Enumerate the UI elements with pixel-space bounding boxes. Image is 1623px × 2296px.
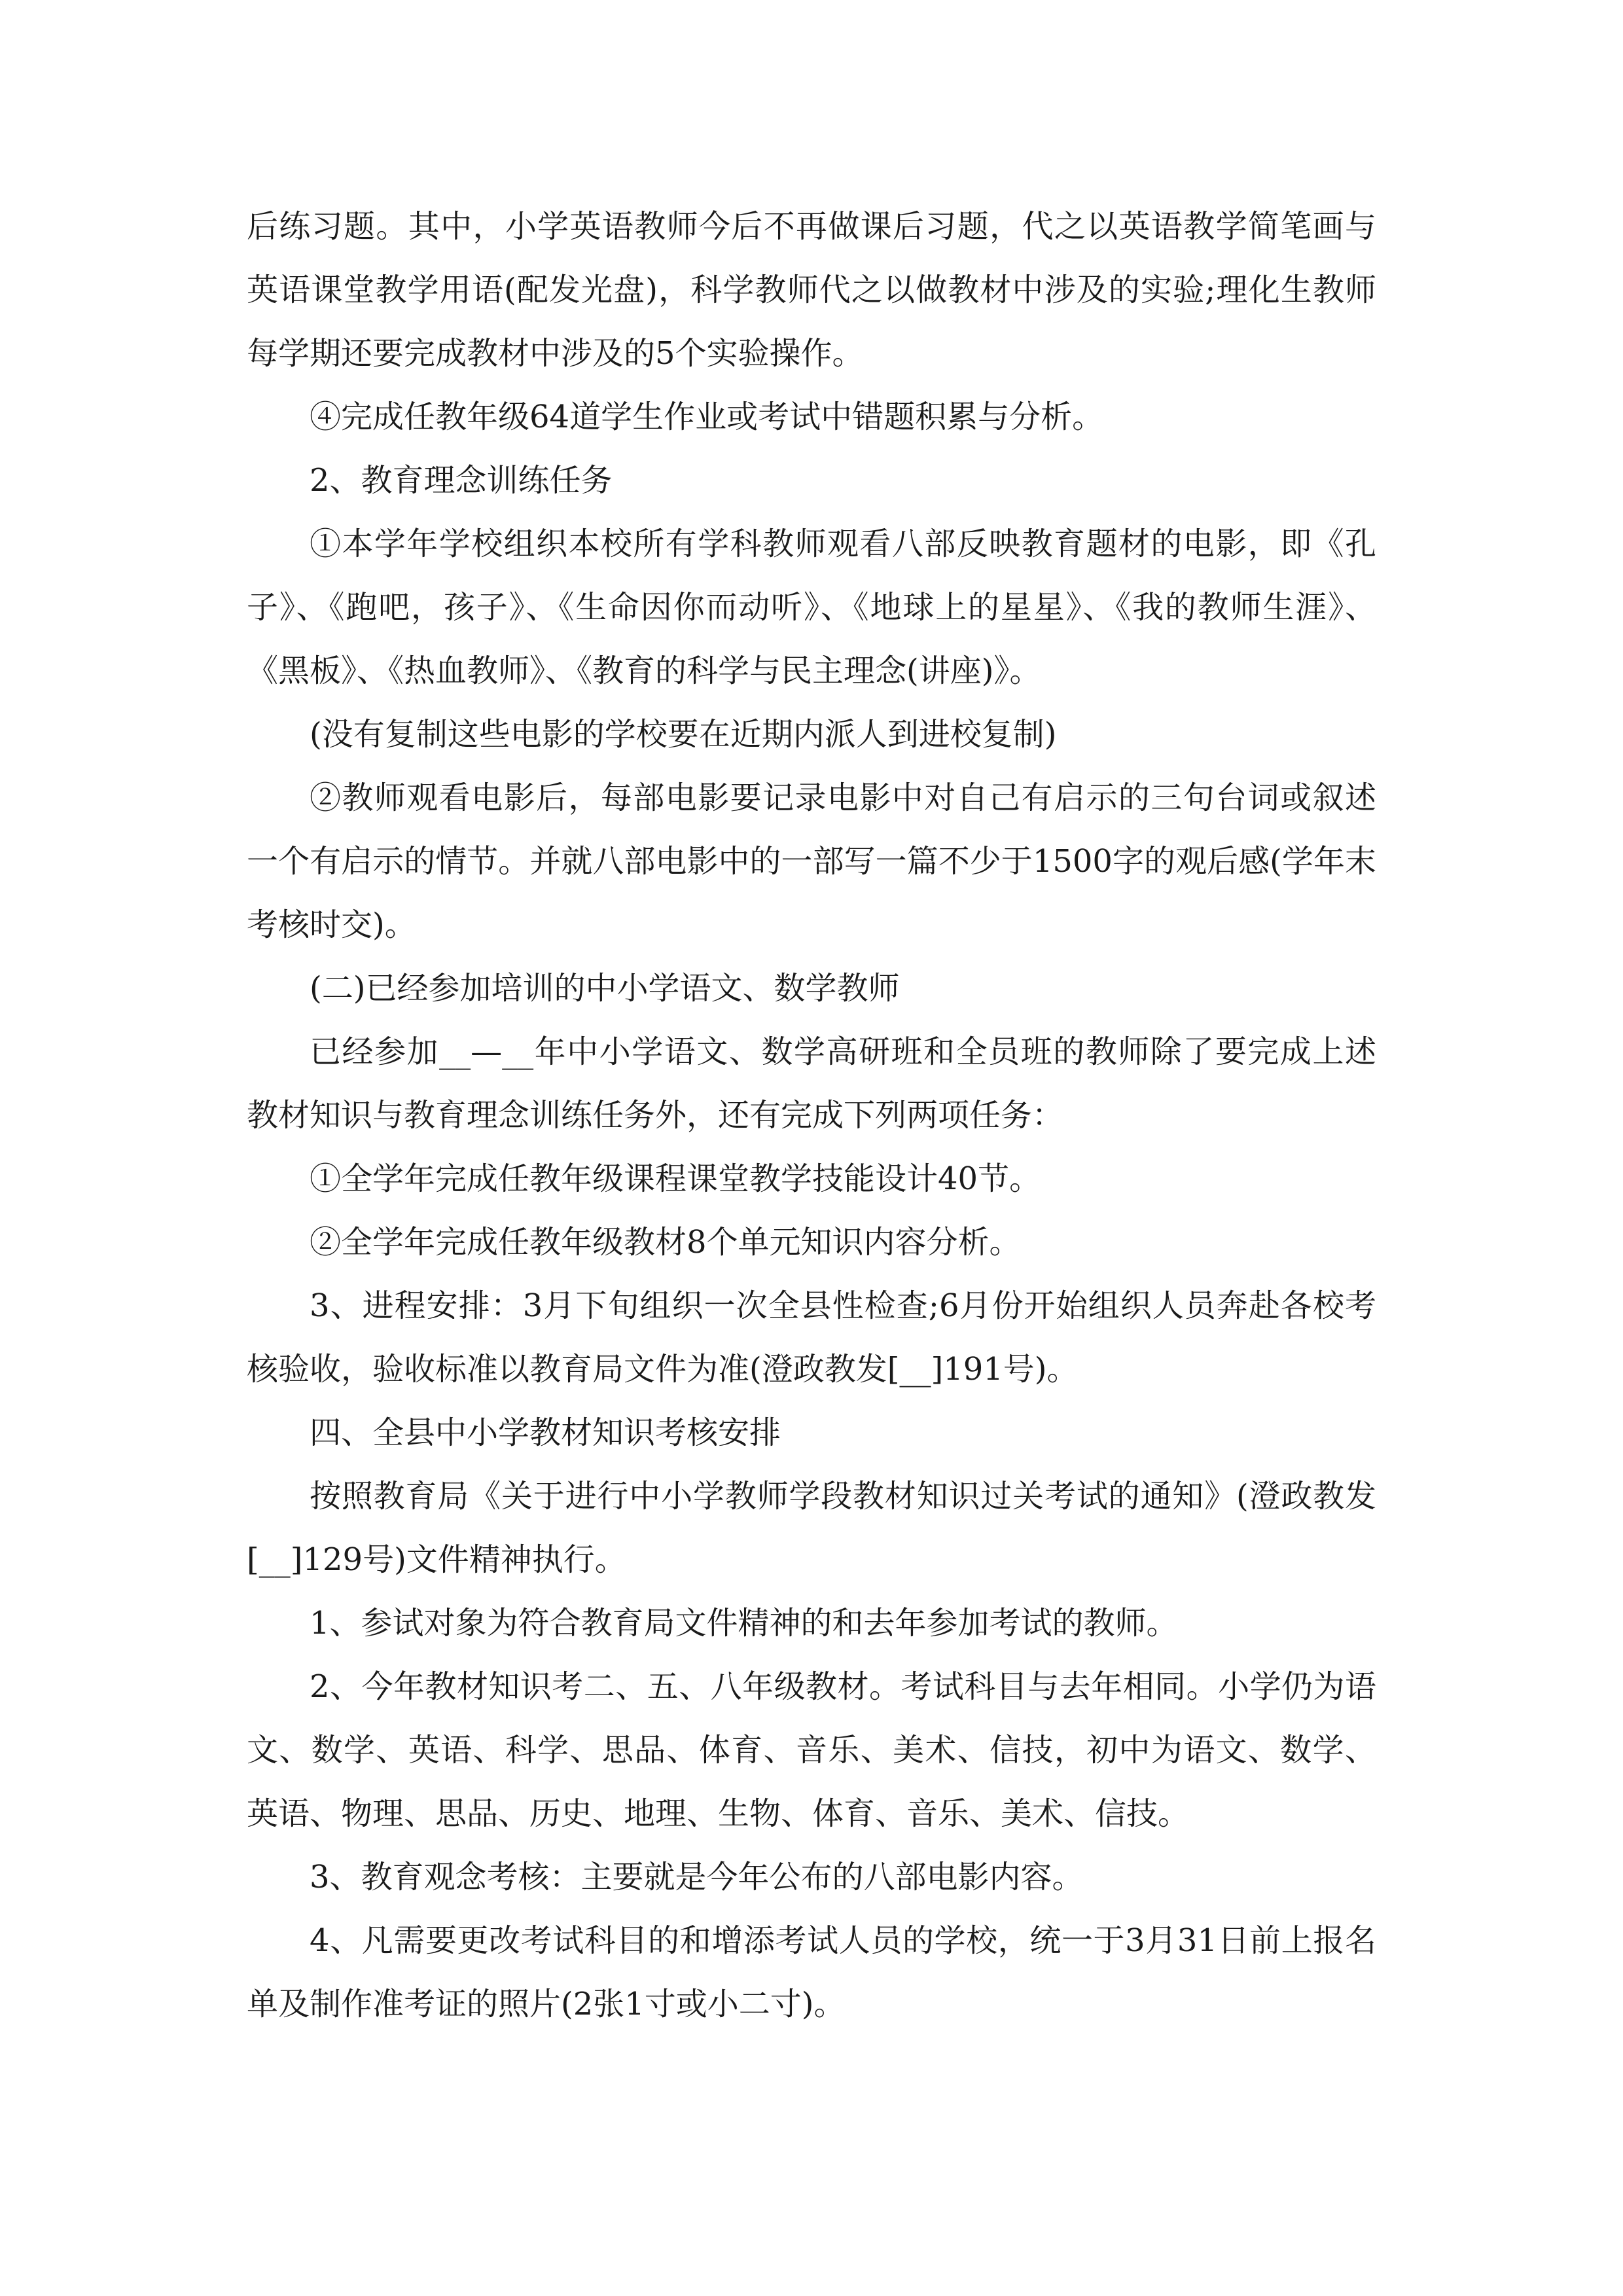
paragraph-12: 四、全县中小学教材知识考核安排: [310, 1414, 781, 1451]
paragraph-15: 2、今年教材知识考二、五、八年级教材。考试科目与去年相同。小学仍为语文、数学、英语、科学、思品、体育、音乐、美术、信技，初中为语文、数学、英语、物理、思品、历史、地理、生物、体育、音乐、美术、信技。: [247, 1668, 1376, 1832]
paragraph-17: 4、凡需要更改考试科目的和增添考试人员的学校，统一于3月31日前上报名单及制作准考证的照片(2张1寸或小二寸)。: [247, 1922, 1376, 2022]
paragraph-16: 3、教育观念考核：主要就是今年公布的八部电影内容。: [310, 1859, 1084, 1895]
paragraph-7: (二)已经参加培训的中小学语文、数学教师: [310, 970, 900, 1007]
paragraph-14: 1、参试对象为符合教育局文件精神的和去年参加考试的教师。: [310, 1605, 1178, 1641]
paragraph-2: ④完成任教年级64道学生作业或考试中错题积累与分析。: [310, 399, 1104, 435]
paragraph-9: ①全学年完成任教年级课程课堂教学技能设计40节。: [310, 1160, 1041, 1197]
paragraph-10: ②全学年完成任教年级教材8个单元知识内容分析。: [310, 1224, 1021, 1261]
paragraph-5: (没有复制这些电影的学校要在近期内派人到进校复制): [310, 716, 1057, 753]
paragraph-4: ①本学年学校组织本校所有学科教师观看八部反映教育题材的电影，即《孔子》、《跑吧，孩子》、《生命因你而动听》、《地球上的星星》、《我的教师生涯》、《黑板》、《热血教师》、《教育的科学与民主理念(讲座)》。: [247, 526, 1376, 689]
paragraph-1: 后练习题。其中，小学英语教师今后不再做课后习题，代之以英语教学简笔画与英语课堂教学用语(配发光盘)，科学教师代之以做教材中涉及的实验;理化生教师每学期还要完成教材中涉及的5个实验操作。: [247, 208, 1376, 372]
paragraph-11: 3、进程安排：3月下旬组织一次全县性检查;6月份开始组织人员奔赴各校考核验收，验收标准以教育局文件为准(澄政教发[__]191号)。: [247, 1287, 1376, 1388]
paragraph-8: 已经参加__—__年中小学语文、数学高研班和全员班的教师除了要完成上述教材知识与教育理念训练任务外，还有完成下列两项任务：: [247, 1033, 1376, 1134]
document-page: [247, 195, 1376, 2036]
paragraph-13: 按照教育局《关于进行中小学教师学段教材知识过关考试的通知》(澄政教发[__]129号)文件精神执行。: [247, 1478, 1376, 1578]
paragraph-3: 2、教育理念训练任务: [310, 462, 613, 499]
paragraph-6: ②教师观看电影后，每部电影要记录电影中对自己有启示的三句台词或叙述一个有启示的情节。并就八部电影中的一部写一篇不少于1500字的观后感(学年末考核时交)。: [247, 780, 1376, 943]
